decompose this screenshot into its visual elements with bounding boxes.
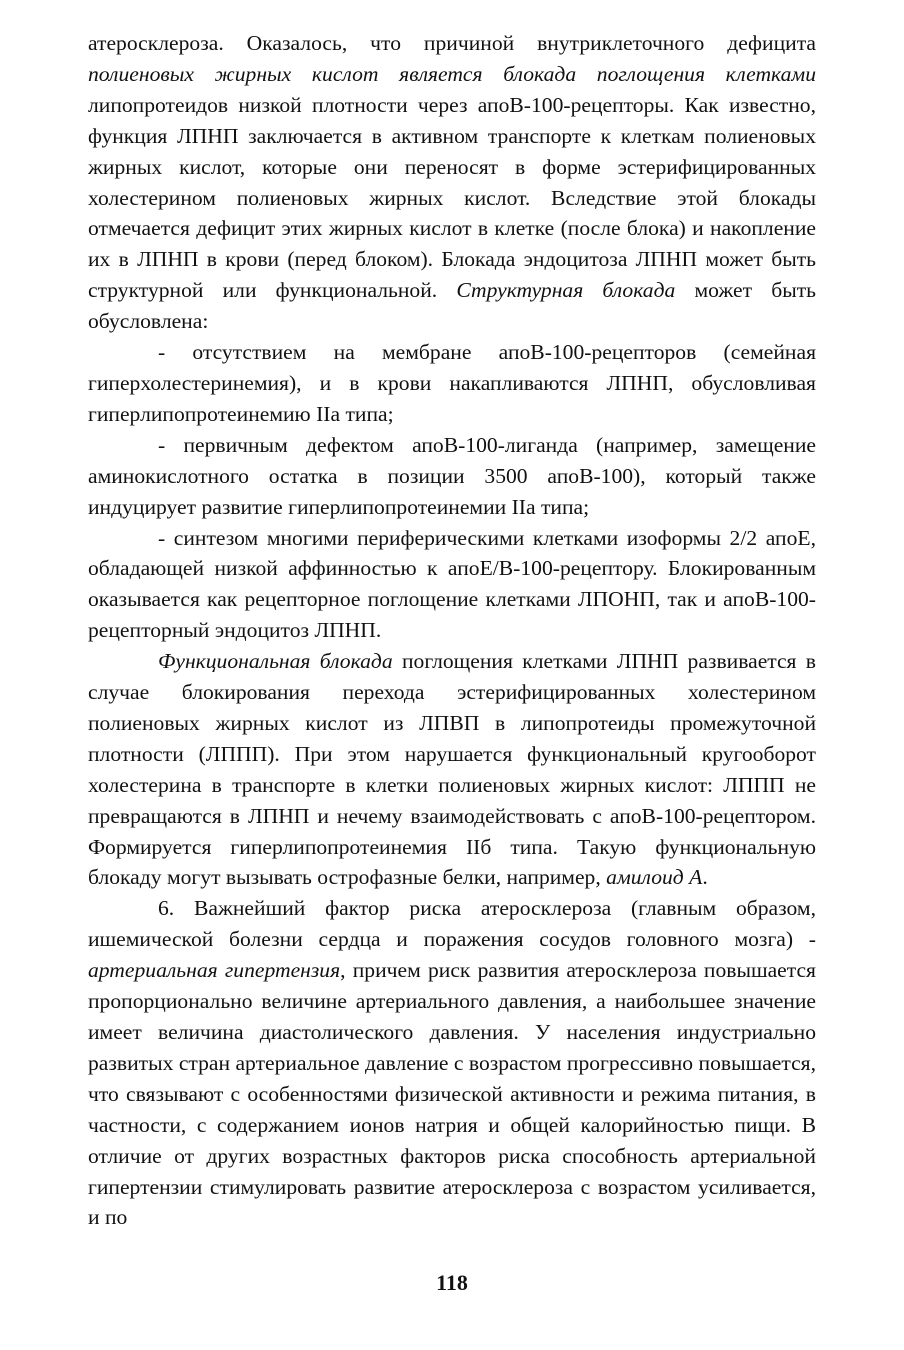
text-run: - первичным дефектом апоВ-100-лиганда (например, замещение аминокислотного остатка в позиции 3500 апоВ-100), который также индуцирует развитие гиперлипопротеинемии IIа типа; — [88, 432, 816, 519]
italic-term: Функциональная блокада — [158, 649, 393, 674]
paragraph — [88, 646, 816, 893]
text-run: атеросклероза. Оказалось, что причиной внутриклеточного дефицита — [88, 31, 816, 55]
paragraph — [88, 337, 816, 430]
body-text — [88, 28, 816, 1233]
paragraph — [88, 28, 816, 337]
text-run: поглощения клетками ЛПНП развивается в случае блокирования перехода эстерифицированных холестерином полиеновых жирных кислот из ЛПВП в липопротеиды промежуточной плотности (ЛППП). При этом нарушается функциональный кругооборот холестерина в транспорте в клетки полиеновых жирных кислот: ЛППП не превращаются в ЛПНП и нечему взаимодействовать с апоВ-100-рецептором. Формируется гиперлипопротеинемия IIб типа. Такую функциональную блокаду могут вызывать острофазные белки, например, — [88, 649, 817, 890]
text-run: 6. Важнейший фактор риска атеросклероза (главным образом, ишемической болезни сердца и поражения сосудов головного мозга) - — [88, 896, 816, 952]
paragraph — [88, 893, 816, 1233]
text-run: . — [702, 865, 708, 890]
italic-term: полиеновых жирных кислот является блокада поглощения клетками — [88, 61, 816, 86]
text-run: , причем риск развития атеросклероза повышается пропорционально величине артериального давления, а наибольшее значение имеет величина диастолического давления. У населения индустриально развитых стран артериальное давление с возрастом прогрессивно повышается, что связывают с особенностями физической активности и режима питания, в частности, с содержанием ионов натрия и общей калорийностью пищи. В отличие от других возрастных факторов риска способность артериальной гипертензии стимулировать развитие атеросклероза с возрастом усиливается, и по — [88, 958, 816, 1230]
text-run: липопротеидов низкой плотности через апоВ-100-рецепторы. Как известно, функция ЛПНП заключается в активном транспорте к клеткам полиеновых жирных кислот, которые они переносят в форме эстерифицированных холестерином полиеновых жирных кислот. Вследствие этой блокады отмечается дефицит этих жирных кислот в клетке (после блока) и накопление их в ЛПНП в крови (перед блоком). Блокада эндоцитоза ЛПНП может быть структурной или функциональной. — [88, 92, 816, 303]
paragraph — [88, 523, 816, 647]
italic-term: Структурная блокада — [456, 278, 676, 303]
italic-term: артериальная гипертензия — [88, 958, 341, 983]
text-run: может быть обусловлена: — [88, 278, 816, 334]
italic-term: амилоид А — [606, 865, 703, 890]
text-run: - отсутствием на мембране апоВ-100-рецепторов (семейная гиперхолестеринемия), и в крови накапливаются ЛПНП, обусловливая гиперлипопротеинемию IIа типа; — [88, 340, 816, 426]
paragraph — [88, 430, 816, 523]
page-number: 118 — [436, 1270, 468, 1295]
text-run: - синтезом многими периферическими клетками изоформы 2/2 апоЕ, обладающей низкой аффинностью к апоЕ/В-100-рецептору. Блокированным оказывается как рецепторное поглощение клетками ЛПОНП, так и апоВ-100-рецепторный эндоцитоз ЛПНП. — [88, 525, 816, 643]
